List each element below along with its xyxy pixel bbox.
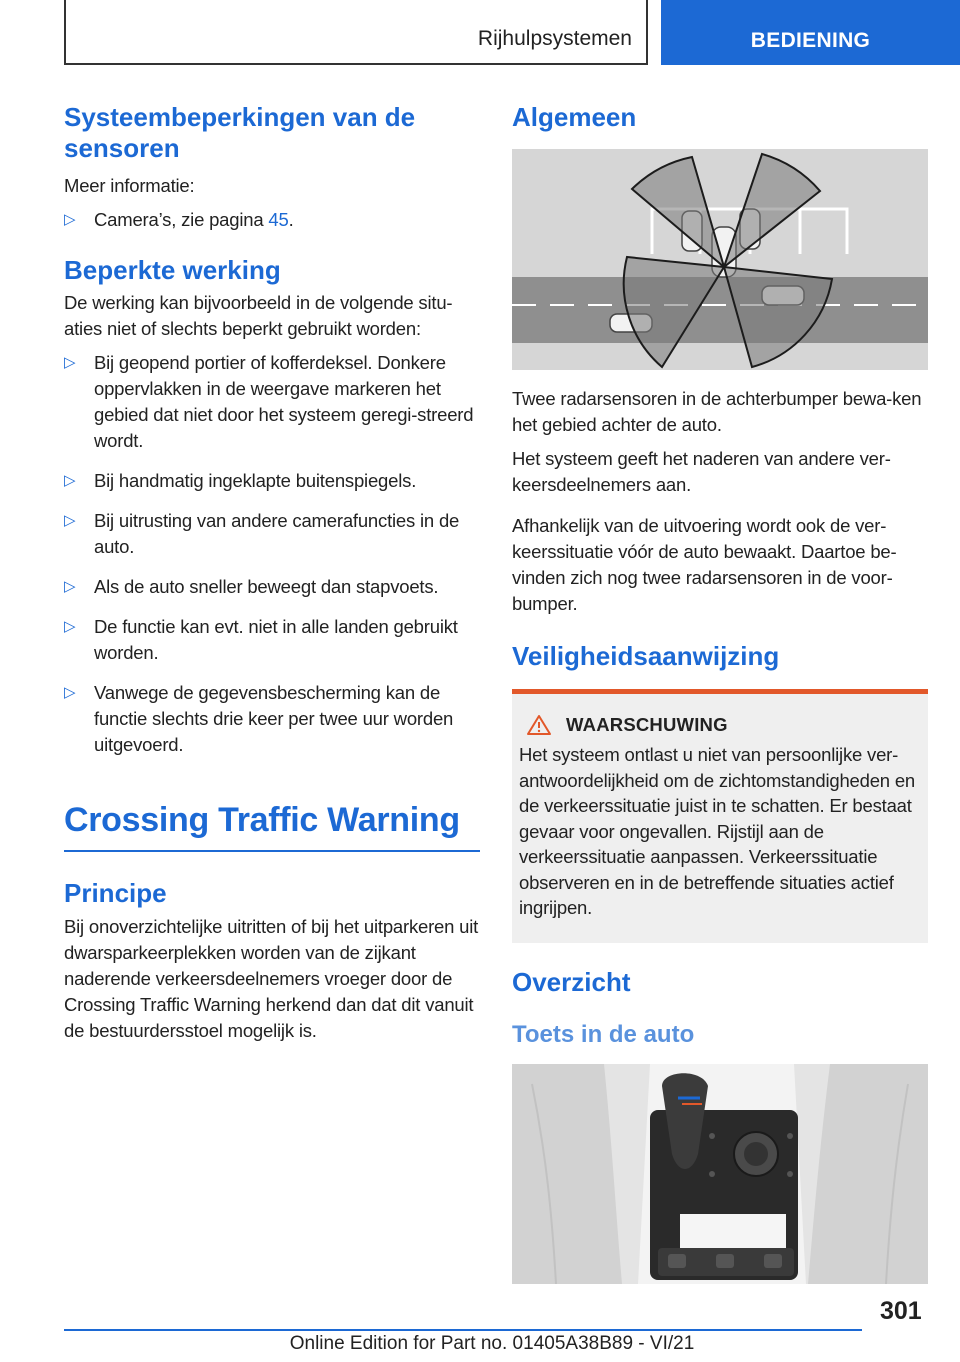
list-item: ▷ Bij uitrusting van andere camerafuncties in de auto. xyxy=(64,510,460,557)
list-item: ▷ Bij geopend portier of kofferdeksel. Donkere oppervlakken in de weergave markeren het gebied dat niet door het systeem geregi-streerd wordt. xyxy=(64,352,474,451)
header-chapter-tab xyxy=(661,0,960,65)
restricted-list xyxy=(64,350,480,758)
general-text-1: Twee radarsensoren in de achterbumper bewa-ken het gebied achter de auto. xyxy=(512,388,922,435)
limits-heading: Systeembeperkingen van de sensoren xyxy=(64,102,416,163)
warning-box xyxy=(512,689,928,943)
principle-text: Bij onoverzichtelijke uitritten of bij het uitparkeren uit dwarsparkeerplekken worden van de zijkant naderende verkeersdeelnemers vroeger door de Crossing Traffic Warning herkend dan dat dit vanuit de bestuurdersstoel mogelijk is. xyxy=(64,916,479,1041)
principle-heading: Principe xyxy=(64,878,167,908)
page-link[interactable]: 45 xyxy=(268,209,289,230)
section-title: Rijhulpsystemen xyxy=(477,27,632,50)
triangle-bullet-icon: ▷ xyxy=(64,211,76,228)
restricted-heading: Beperkte werking xyxy=(64,255,281,285)
list-item: ▷ Als de auto sneller beweegt dan stapvoets. xyxy=(64,574,480,600)
triangle-bullet-icon: ▷ xyxy=(64,512,76,529)
right-column xyxy=(512,102,928,1284)
general-text-2: Het systeem geeft het naderen van andere ver-keersdeelnemers aan. xyxy=(512,448,891,495)
more-info-list xyxy=(64,207,480,233)
footer-divider xyxy=(64,1329,862,1331)
overview-heading: Overzicht xyxy=(512,966,631,997)
list-item: ▷ Bij handmatig ingeklapte buitenspiegels. xyxy=(64,468,480,494)
list-item: ▷ De functie kan evt. niet in alle landen gebruikt worden. xyxy=(64,616,458,663)
list-item: ▷ Vanwege de gegevensbescherming kan de functie slechts drie keer per twee uur worden uitgevoerd. xyxy=(64,682,454,755)
chapter-title: BEDIENING xyxy=(750,29,871,52)
triangle-bullet-icon: ▷ xyxy=(64,472,76,489)
more-info-text: Meer informatie: xyxy=(64,175,195,196)
triangle-bullet-icon: ▷ xyxy=(64,618,76,635)
restricted-intro: De werking kan bijvoorbeeld in de volgende situ-aties niet of slechts beperkt gebruikt worden: xyxy=(64,292,453,339)
list-item: ▷ Camera’s, zie pagina 45. xyxy=(64,207,480,233)
main-heading: Crossing Traffic Warning xyxy=(64,798,480,852)
warning-header xyxy=(519,714,922,736)
sensor-coverage-illustration xyxy=(512,149,928,370)
general-text-3: Afhankelijk van de uitvoering wordt ook de ver-keerssituatie vóór de auto bewaakt. Daartoe be-vinden zich nog twee radarsensoren in de voor-bumper. xyxy=(512,515,897,614)
header-section xyxy=(64,0,648,65)
triangle-bullet-icon: ▷ xyxy=(64,354,76,371)
triangle-bullet-icon: ▷ xyxy=(64,578,76,595)
button-subheading: Toets in de auto xyxy=(512,1020,695,1048)
safety-heading: Veiligheidsaanwijzing xyxy=(512,641,780,671)
warning-text: Het systeem ontlast u niet van persoonlijke ver-antwoordelijkheid om de zichtomstandigheden en de verkeerssituatie juist in te schatten. Er bestaat gevaar voor ongevallen. Rijstijl aan de verkeerssituatie aanpassen. Verkeerssituatie observeren en in de betreffende situaties actief ingrijpen. xyxy=(519,744,916,918)
left-column xyxy=(64,102,480,1044)
page-number: 301 xyxy=(880,1297,922,1325)
control-console-illustration xyxy=(512,1064,928,1284)
general-heading: Algemeen xyxy=(512,102,637,132)
warning-triangle-icon xyxy=(526,714,552,736)
triangle-bullet-icon: ▷ xyxy=(64,684,76,701)
footer-edition: Online Edition for Part no. 01405A38B89 - VI/21 xyxy=(289,1333,695,1354)
warning-label: WAARSCHUWING xyxy=(566,714,728,735)
